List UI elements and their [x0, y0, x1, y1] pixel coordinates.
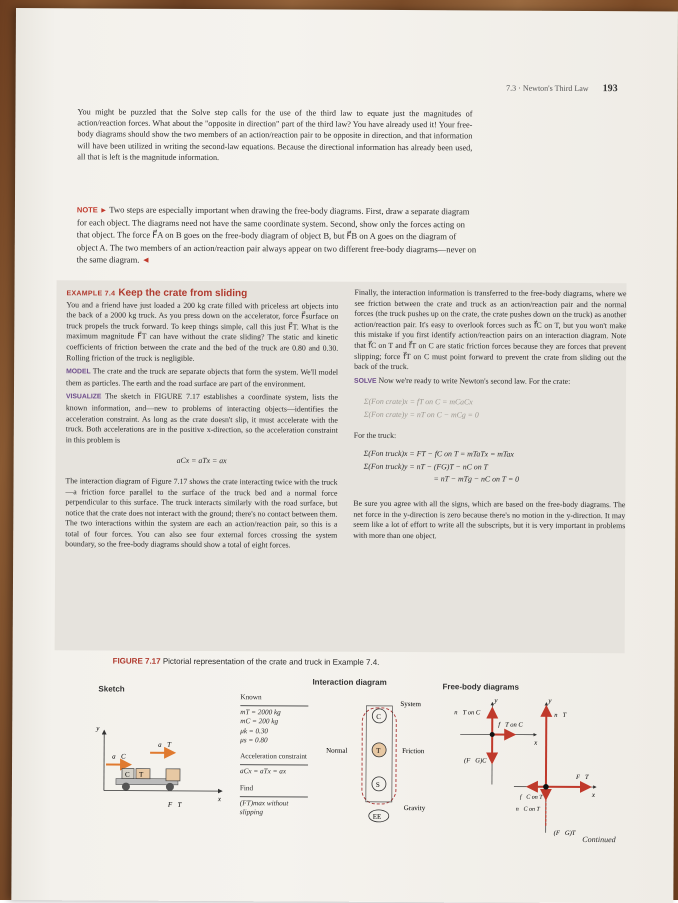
fbd-nTonC-label: n⃗T on C: [454, 709, 481, 716]
note-tag: NOTE ►: [77, 205, 107, 214]
fbd-truck-y-label: y: [547, 697, 552, 705]
example-number: EXAMPLE 7.4: [66, 290, 115, 297]
crate-particle: [490, 732, 495, 737]
model-text: The crate and the truck are separate objects that form the system. We'll model them as particles. The earth and the road surface are part of the environment.: [66, 367, 338, 389]
figure-caption-text: Pictorial representation of the crate and truck in Example 7.4.: [163, 657, 380, 667]
normal-label: Normal: [326, 747, 347, 755]
gravity-label: Gravity: [404, 804, 426, 812]
right-paragraph-1: Finally, the interaction information is transferred to the free-body diagrams, where we see friction between the crate and truck as an action/reaction pair and the normal forces (the truck pushes up on the crate, the crate pushes down on the truck) as another action/reaction pair. It's easy to overlook forces such as f⃗C on T, but you won't make this mistake if you first identify action/reaction pairs on an interaction diagram. Note that f⃗C on T and f⃗T on C are static friction forces because they are forces that prevent slipping; force f⃗T on C must point forward to prevent the crate from sliding out the back of the truck.: [354, 288, 626, 374]
accel-rule: [240, 764, 308, 765]
sketch-aT-label: a⃗T: [158, 741, 172, 749]
free-body-diagrams: [450, 692, 601, 843]
fbd-FT-label: F⃗T: [575, 774, 589, 781]
note-end-marker: ◄: [142, 254, 151, 264]
sketch-crate-label: C: [125, 771, 130, 779]
truck-cab: [166, 769, 180, 781]
textbook-page: [11, 8, 678, 903]
solve-tag: SOLVE: [354, 378, 377, 385]
fbd-fConT-label: f⃗C on T: [520, 794, 543, 801]
section-title: 7.3 · Newton's Third Law: [506, 84, 588, 93]
example-problem: You and a friend have just loaded a 200 kg crate filled with priceless art objects into the back of a 2000 kg truck. As you press down on the accelerator, force F⃗surface on truck propels the truck forward. To keep things simple, call this just F⃗T. What is the maximum magnitude F⃗T can have without the crate sliding? The static and kinetic coefficients of friction between the crate and the bed of the truck are 0.80 and 0.30. Rolling friction of the truck is negligible.: [66, 300, 338, 365]
node-EE-label: EE: [373, 813, 382, 821]
fbd-title: Free-body diagrams: [442, 682, 519, 691]
page-number: 193: [603, 83, 618, 94]
system-label: System: [400, 700, 421, 708]
sketch-truck-label: T: [139, 771, 144, 779]
known-item: mC = 200 kg: [240, 717, 308, 727]
fbd-nT-label: n⃗T: [554, 712, 566, 719]
known-block: [240, 693, 309, 818]
figure-caption: [113, 657, 380, 667]
fbd-FGC-label: (F⃗G)C: [464, 757, 487, 764]
accel-title: Acceleration constraint: [240, 752, 308, 762]
friction-label: Friction: [402, 747, 425, 755]
truck-particle: [543, 784, 549, 790]
known-item: μs = 0.80: [240, 737, 308, 747]
known-item: mT = 2000 kg: [240, 708, 308, 718]
visualize-tag: VISUALIZE: [66, 394, 102, 401]
constraint-equation: aCx = aTx = ax: [66, 456, 338, 468]
sketch-aC-label: a⃗C: [112, 753, 126, 761]
fbd-crate-x-label: x: [533, 739, 538, 747]
node-C-label: C: [376, 713, 381, 721]
sketch-y-label: y: [95, 724, 100, 732]
truck-equation-x: Σ(Fon truck)x = FT − fC on T = mTaTx = mTax: [364, 449, 626, 461]
known-item: μk = 0.30: [240, 727, 308, 737]
figure-label: FIGURE 7.17: [113, 657, 161, 666]
example-title: Keep the crate from sliding: [118, 288, 247, 300]
fbd-fTonC-label: f⃗T on C: [498, 722, 523, 729]
solve-text: Now we're ready to write Newton's second law. For the crate:: [379, 376, 571, 386]
continued-label: Continued: [582, 835, 615, 844]
find-title: Find: [240, 784, 308, 794]
right-paragraph-2: Be sure you agree with all the signs, which are based on the free-body diagrams. The net force in the y-direction is zero because there's no motion in the y-direction. It may seem like a lot of effort to write all the subscripts, but it is very important in problems with more than one object.: [353, 499, 625, 543]
fbd-truck-x-label: x: [591, 791, 596, 799]
truck-wheel-rear: [122, 783, 130, 791]
interaction-text: The interaction diagram of Figure 7.17 shows the crate interacting twice with the truck—a friction force parallel to the surface of the truck bed and a normal force perpendicular to this surface. The truck interacts similarly with the road surface, but notice that the crate does not interact with the ground; there's no contact between them. The two interactions within the system are each an action/reaction pair, so this is a total of four forces. You can also see four external forces crossing the system boundary, so the free-body diagrams should show a total of eight forces.: [65, 476, 337, 552]
fbd-nConT-label: n⃗C on T: [516, 807, 541, 813]
node-T-label: T: [376, 747, 381, 755]
example-right-column: [353, 288, 626, 543]
sketch-title: Sketch: [98, 684, 124, 693]
known-title: Known: [240, 693, 308, 703]
truck-equation-y: Σ(Fon truck)y = nT − (FG)T − nC on T: [364, 462, 626, 474]
x-axis: [104, 790, 222, 791]
note-block: [77, 203, 477, 267]
truck-equation-y-cont: = nT − mTg − nC on T = 0: [434, 475, 626, 487]
crate-equation-y: Σ(Fon crate)y = nT on C − mCg = 0: [364, 410, 626, 422]
for-truck-label: For the truck:: [354, 430, 626, 442]
crate-equation-x: Σ(Fon crate)x = fT on C = mCaCx: [364, 397, 626, 409]
find-rule: [240, 796, 308, 797]
accel-eq: aCx = aTx = ax: [240, 767, 308, 777]
node-S-label: S: [376, 781, 380, 789]
truck-wheel-front: [166, 783, 174, 791]
example-heading: [66, 288, 338, 301]
running-header: [506, 83, 617, 95]
solve-block: [354, 376, 626, 389]
fbd-FGT-label: (F⃗G)T: [554, 830, 576, 837]
sketch-x-label: x: [217, 795, 222, 803]
intro-paragraph: You might be puzzled that the Solve step calls for the use of the third law to equate just the magnitudes of action/reaction forces. What about the "opposite in direction" part of the third law? You have already used it! Your free-body diagrams should show the two members of an action/reaction pair to be opposite in direction, and that information will have been utilized in writing the second-law equations. Because the directional information has already been used, all that is left is the magnitude information.: [77, 106, 472, 164]
example-left-column: [65, 288, 338, 551]
sketch-diagram: [92, 700, 233, 811]
known-rule: [240, 705, 308, 706]
model-block: [66, 366, 338, 390]
fbd-crate-y-label: y: [493, 697, 498, 705]
sketch-FT-label: F⃗T: [167, 801, 183, 809]
visualize-text: The sketch in FIGURE 7.17 establishes a coordinate system, lists the known information, and—new to problems of interacting objects—identifies the acceleration constraint. As long as the crate doesn't slip, it must accelerate with the truck. Both accelerations are in the positive x-direction, so the acceleration constraint in this problem is: [66, 392, 338, 444]
visualize-block: [66, 392, 338, 447]
find-item: (FT)max without slipping: [240, 799, 308, 819]
interaction-diagram: [322, 692, 441, 843]
interaction-title: Interaction diagram: [312, 678, 386, 687]
note-text: Two steps are especially important when drawing the free-body diagrams. First, draw a separate diagram for each object. The diagrams need not have the same coordinate system. Second, show only the forces acting on that object. The force F⃗A on B goes on the free-body diagram of object B, but F⃗B on A goes on the diagram of object A. The two members of an action/reaction pair always appear on two different free-body diagrams—never on the same diagram.: [77, 204, 477, 264]
model-tag: MODEL: [66, 368, 91, 375]
